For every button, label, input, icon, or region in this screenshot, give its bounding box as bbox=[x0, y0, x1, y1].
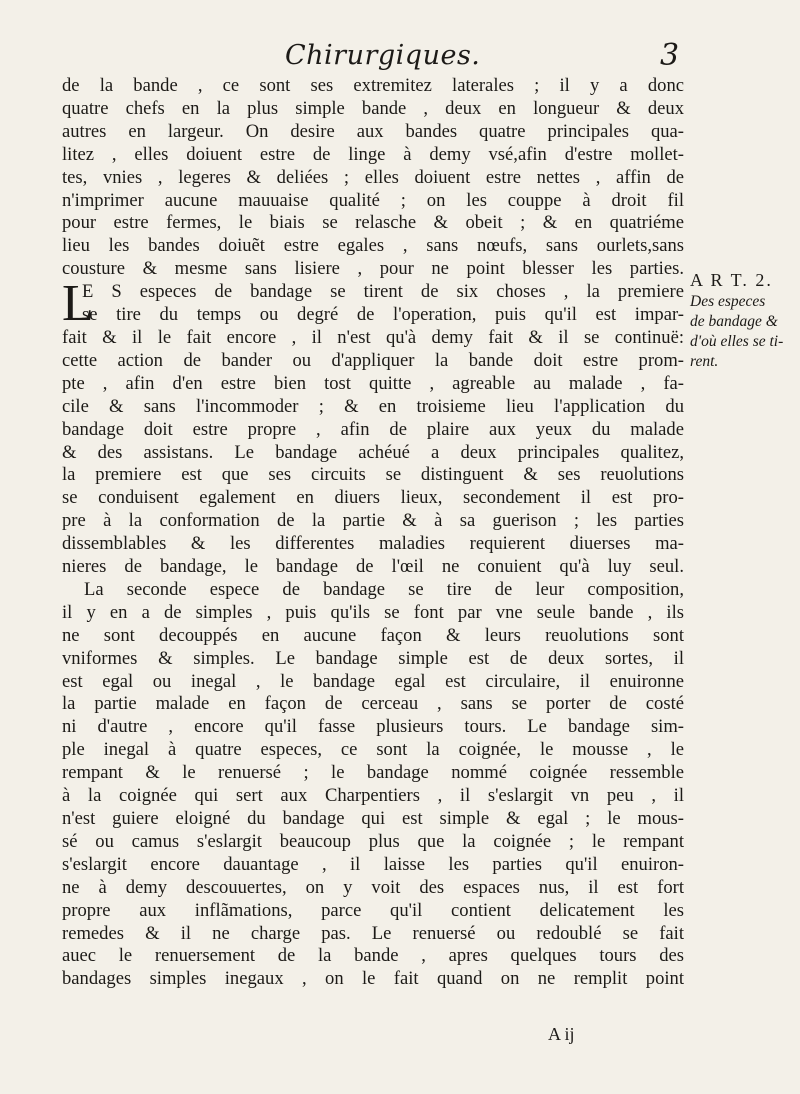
paragraph-especes bbox=[62, 327, 684, 579]
drop-cap: L bbox=[62, 275, 94, 333]
text-line: lieu les bandes doiuẽt estre egales , sans nœufs, sans ourlets,sans bbox=[62, 235, 684, 257]
text-line: n'est guiere eloigné du bandage qui est simple & egal ; le mous- bbox=[62, 808, 684, 829]
text-line: il y en a de simples , puis qu'ils se font par vne seule bande , ils bbox=[62, 601, 684, 623]
running-title: Chirurgiques. bbox=[285, 40, 481, 71]
text-line: auec le renuersement de la bande , apres quelques tours des bbox=[62, 945, 684, 967]
margin-note-line: d'où elles se ti- bbox=[690, 333, 784, 350]
text-line: vniformes & simples. Le bandage simple est de deux sortes, il bbox=[62, 647, 684, 669]
text-line: pour estre fermes, le biais se relasche & obeit ; & en quatriéme bbox=[62, 212, 684, 234]
text-line: ni d'autre , encore qu'il fasse plusieurs tours. Le bandage sim- bbox=[62, 716, 684, 738]
text-line: se tire du temps ou degré de l'operation, puis qu'il est impar- bbox=[82, 304, 684, 326]
page-number: 3 bbox=[660, 38, 680, 73]
dropcap-lines bbox=[62, 275, 684, 333]
text-line: litez , elles doiuent estre de linge à demy vsé,afin d'estre mollet- bbox=[62, 143, 684, 165]
text-line: propre aux inflãmations, parce qu'il contient delicatement les bbox=[62, 899, 684, 921]
text-line: à la coignée qui sert aux Charpentiers , il s'eslargit vn peu , il bbox=[62, 785, 684, 807]
text-line: remedes & il ne charge pas. Le renuersé ou redoublé se fait bbox=[62, 922, 684, 944]
margin-note-line: de bandage & bbox=[690, 313, 778, 330]
text-line: La seconde espece de bandage se tire de leur composition, bbox=[84, 578, 684, 600]
text-line: dissemblables & les differentes maladies requierent diuerses ma- bbox=[62, 533, 684, 555]
text-line: la premiere est que ses circuits se distinguent & ses reuolutions bbox=[62, 464, 684, 486]
body-text bbox=[62, 75, 684, 991]
text-line: quatre chefs en la plus simple bande , deux en longueur & deux bbox=[62, 97, 684, 119]
text-line: E S especes de bandage se tirent de six choses , la premiere bbox=[82, 281, 684, 303]
text-line: rempant & le renuersé ; le bandage nommé coignée ressemble bbox=[62, 762, 684, 784]
text-line: ne sont decouppés en aucune façon & leurs reuolutions sont bbox=[62, 624, 684, 646]
text-line: ne à demy descouuertes, on y voit des espaces nus, il est fort bbox=[62, 876, 684, 898]
text-line: est egal ou inegal , le bandage egal est circulaire, il enuironne bbox=[62, 670, 684, 692]
text-line: s'eslargit encore dauantage , il laisse les parties qu'il enuiron- bbox=[62, 853, 684, 875]
text-line: se conduisent egalement en diuers lieux, secondement il est pro- bbox=[62, 487, 684, 509]
text-line: autres en largeur. On desire aux bandes quatre principales qua- bbox=[62, 120, 684, 142]
text-line: tes, vnies , legeres & deliées ; elles doiuent estre nettes , affin de bbox=[62, 166, 684, 188]
margin-note bbox=[690, 270, 800, 372]
text-line: cile & sans l'incommoder ; & en troisieme lieu l'application du bbox=[62, 395, 684, 417]
text-line: ple inegal à quatre especes, ce sont la coignée, le mousse , le bbox=[62, 739, 684, 761]
text-line: & des assistans. Le bandage achéué a deux principales qualitez, bbox=[62, 441, 684, 463]
margin-note-line: rent. bbox=[690, 353, 719, 370]
text-line: pre à la conformation de la partie & à sa guerison ; les parties bbox=[62, 510, 684, 532]
article-2-opening bbox=[62, 275, 684, 333]
paragraph-bandes bbox=[62, 75, 684, 281]
text-line: bandages simples inegaux , on le fait quand on ne remplit point bbox=[62, 968, 684, 990]
text-line: cette action de bander ou d'appliquer la bande doit estre prom- bbox=[62, 349, 684, 371]
text-line: n'imprimer aucune mauuaise qualité ; on les couppe à droit fil bbox=[62, 189, 684, 211]
paragraph-composition bbox=[62, 579, 684, 991]
margin-note-lines bbox=[690, 292, 800, 372]
text-line: de la bande , ce sont ses extremitez laterales ; il y a donc bbox=[62, 75, 684, 96]
signature-mark: A ij bbox=[548, 1024, 575, 1044]
text-line: la partie malade en façon de cerceau , sans se porter de costé bbox=[62, 693, 684, 715]
text-line: nieres de bandage, le bandage de l'œil ne conuient qu'à luy seul. bbox=[62, 556, 684, 578]
text-line: pte , afin d'en estre bien tost quitte , agreable au malade , fa- bbox=[62, 372, 684, 394]
margin-note-line: Des especes bbox=[690, 293, 766, 310]
text-line: fait & il le fait encore , il n'est qu'à demy fait & il se continuë: bbox=[62, 326, 684, 348]
text-line: bandage doit estre propre , afin de plaire aux yeux du malade bbox=[62, 418, 684, 440]
page-header bbox=[0, 40, 800, 72]
article-heading: A R T. 2. bbox=[690, 270, 773, 290]
text-line: sé ou camus s'eslargit beaucoup plus que la coignée ; le rempant bbox=[62, 830, 684, 852]
text-line: cousture & mesme sans lisiere , pour ne point blesser les parties. bbox=[62, 258, 684, 280]
